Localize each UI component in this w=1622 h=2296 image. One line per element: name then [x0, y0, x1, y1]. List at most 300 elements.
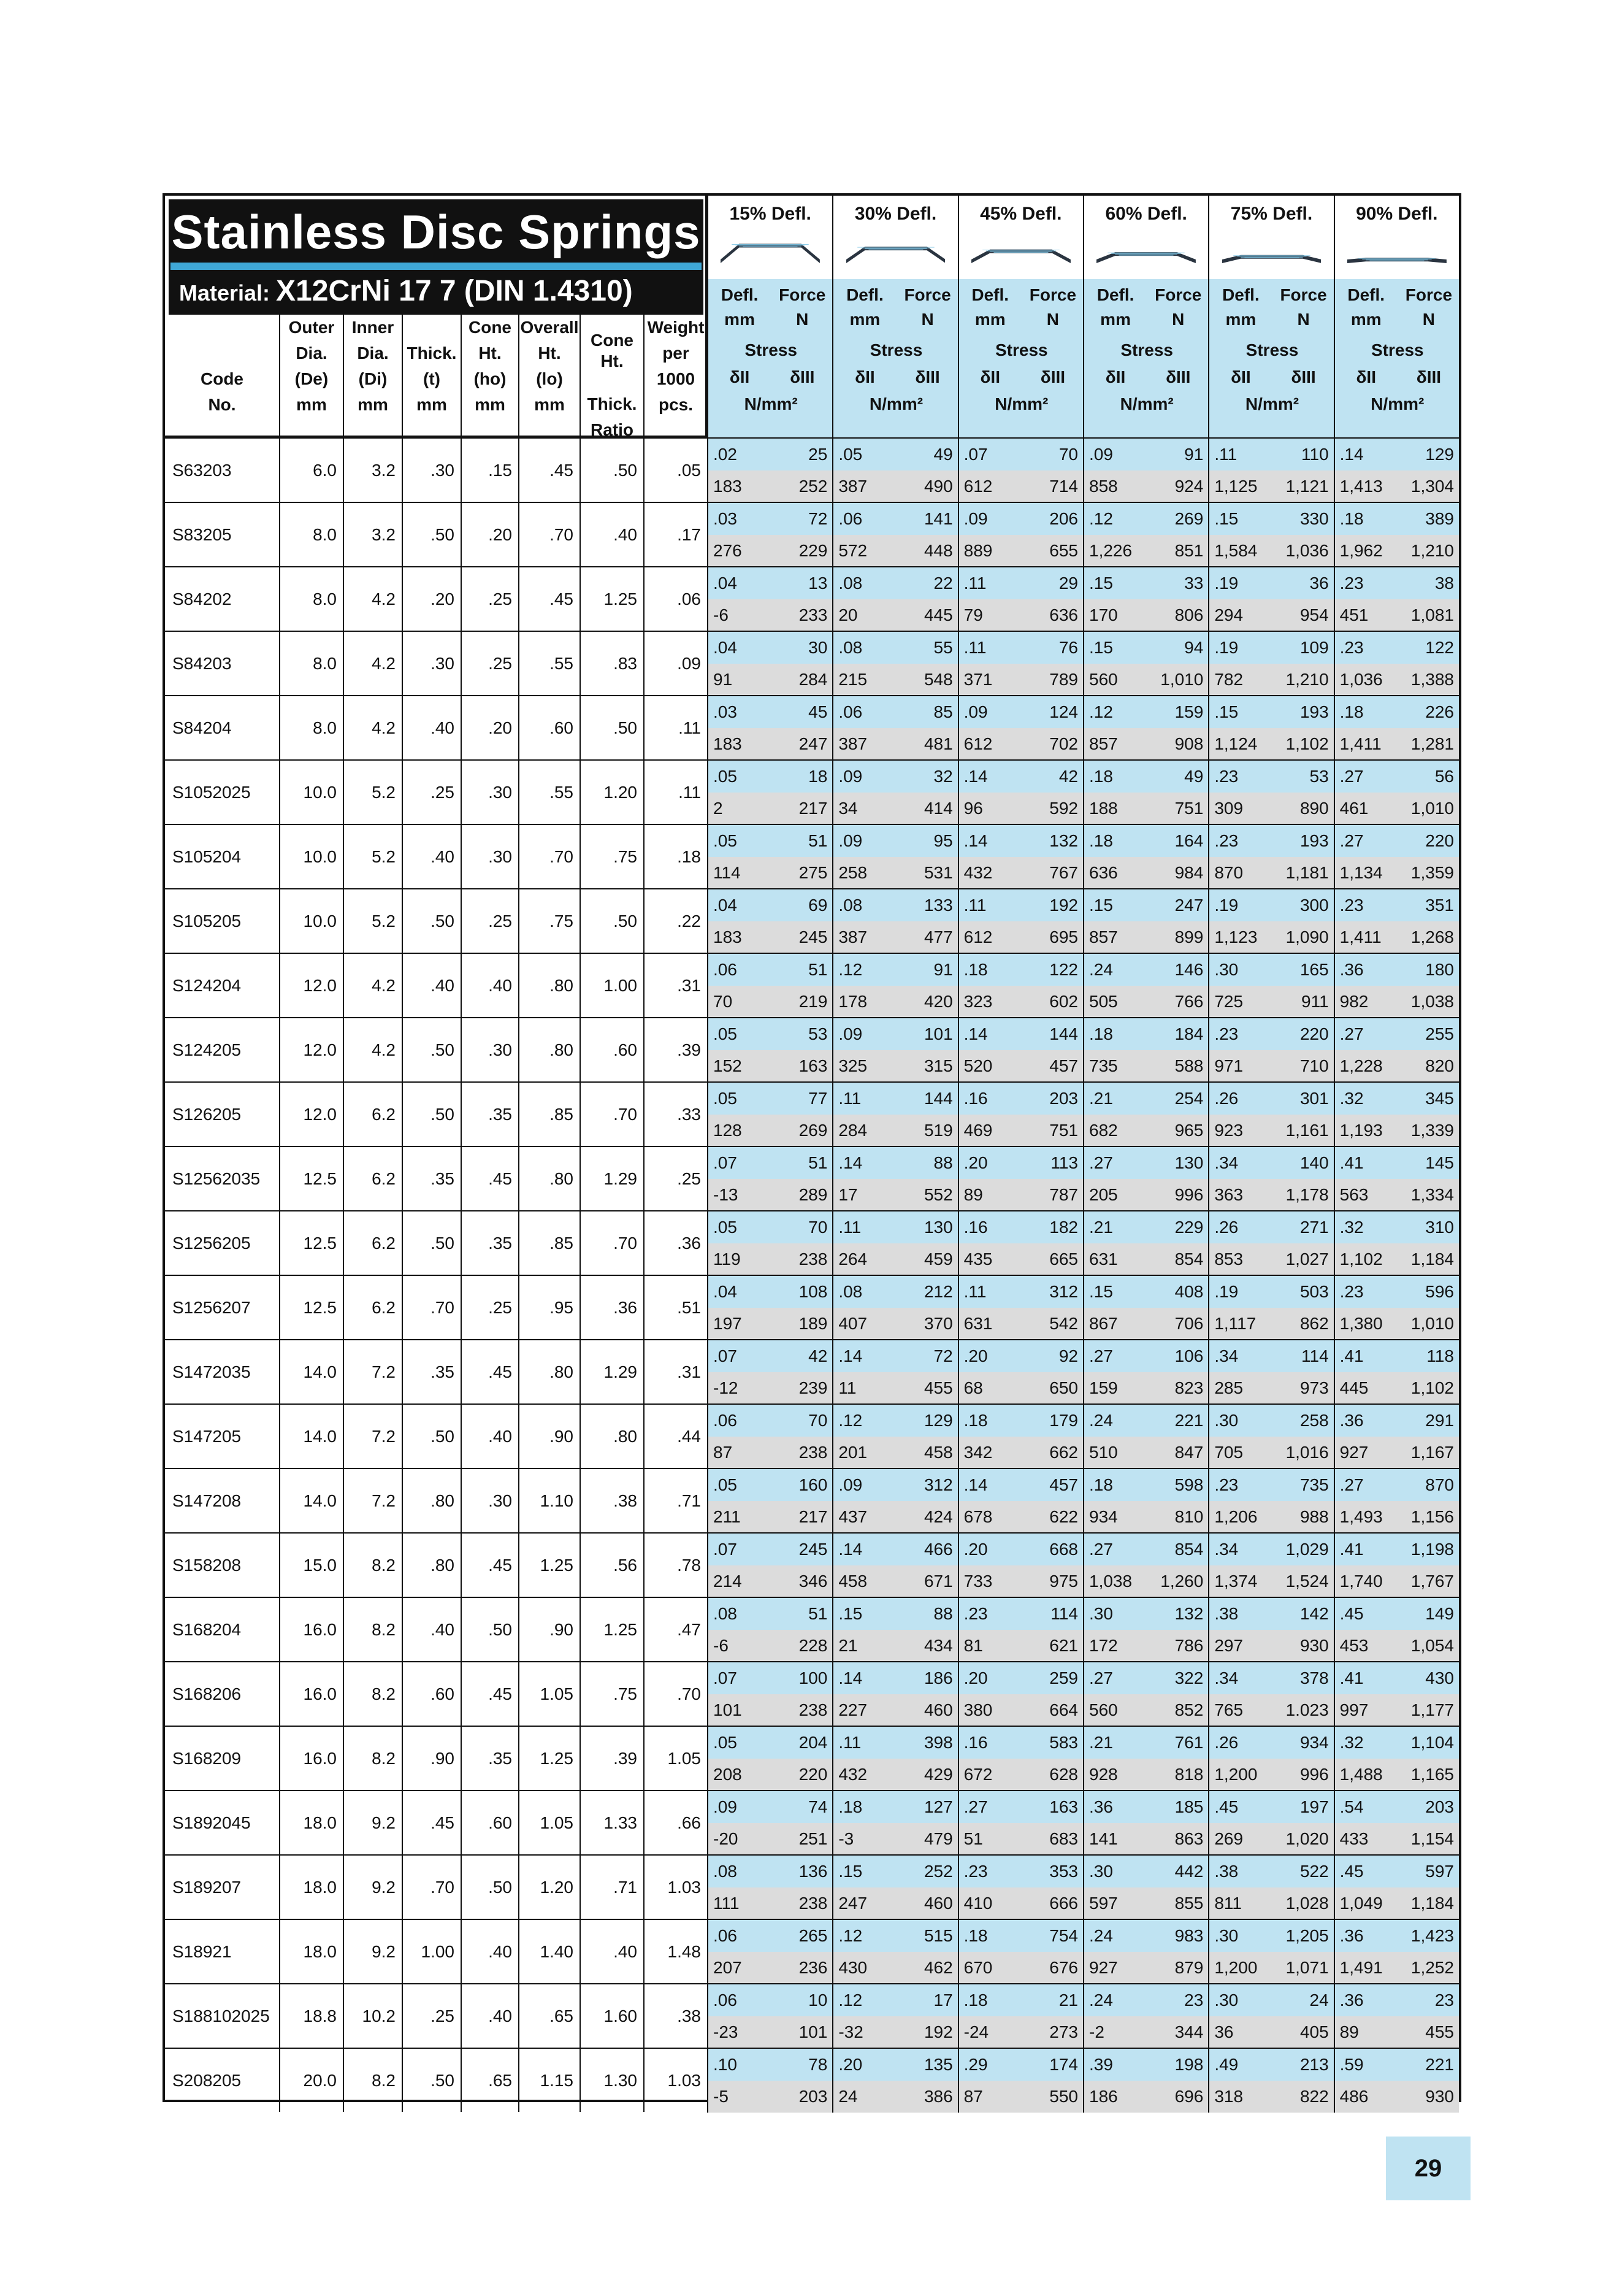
- force-value: 45: [808, 702, 828, 721]
- cell-inner: 4.2: [343, 954, 402, 1017]
- defl-value: .03: [713, 509, 737, 528]
- force-value: 220: [1299, 1024, 1329, 1043]
- stress-iii-value: 1,181: [1285, 863, 1329, 882]
- cell-code: S105204: [172, 847, 242, 866]
- defl-value: .05: [713, 1024, 737, 1043]
- stress-ii-value: 87: [713, 1443, 733, 1462]
- stress-iii-value: 1,071: [1285, 1958, 1329, 1977]
- defl-value: .06: [838, 702, 863, 721]
- cell-thick: .80: [402, 1534, 461, 1597]
- stress-ii-value: 318: [1214, 2087, 1244, 2106]
- deflection-cell: [1083, 1437, 1208, 1469]
- cell-weight: .47: [643, 1598, 707, 1661]
- deflection-cell: [707, 1565, 832, 1597]
- stress-iii-value: 1,167: [1410, 1443, 1454, 1462]
- defl-value: .30: [1214, 1991, 1239, 2010]
- cell-thick: .30: [402, 632, 461, 695]
- cell-thick: .40: [402, 1598, 461, 1661]
- force-value: 114: [1050, 1604, 1078, 1623]
- defl-value: .08: [838, 896, 863, 915]
- stress-ii-value: 870: [1214, 863, 1244, 882]
- stress-iii-value: 460: [924, 1700, 953, 1719]
- stress-ii-value: 505: [1089, 992, 1118, 1011]
- deflection-cell: [958, 1887, 1083, 1919]
- deflection-cell: [1334, 567, 1459, 599]
- stress-ii-value: 201: [838, 1443, 868, 1462]
- stress-iii-value: 458: [924, 1443, 953, 1462]
- deflection-group-6: [1334, 196, 1459, 437]
- stress-ii-value: 971: [1214, 1056, 1244, 1075]
- cell-weight: .17: [643, 503, 707, 566]
- stress-iii-value: 1,334: [1410, 1185, 1454, 1204]
- defl-value: .06: [838, 509, 863, 528]
- deflection-cell: [1334, 954, 1459, 986]
- stress-ii-value: 1,200: [1214, 1765, 1258, 1784]
- deflection-row: [707, 631, 1459, 695]
- defl-value: .04: [713, 638, 737, 657]
- cell-overall: .85: [518, 1211, 580, 1275]
- stress-ii-value: 510: [1089, 1443, 1118, 1462]
- defl-value: .09: [963, 509, 988, 528]
- defl-unit: mm: [849, 310, 881, 329]
- defl-value: .14: [963, 1024, 988, 1043]
- deflection-cell: [958, 1050, 1083, 1082]
- defl-value: .23: [1214, 831, 1239, 850]
- stress-iii-value: 457: [1049, 1056, 1078, 1075]
- table-row: [165, 566, 707, 631]
- deflection-cell: [707, 1598, 832, 1630]
- cell-thick: .50: [402, 1018, 461, 1081]
- stress-ii-value: 435: [963, 1250, 993, 1269]
- deflection-cell: [707, 1984, 832, 2016]
- defl-value: .39: [1089, 2055, 1113, 2074]
- force-value: 130: [924, 1218, 953, 1237]
- force-value: 51: [808, 831, 828, 850]
- cell-thick: .40: [402, 825, 461, 888]
- defl-value: .41: [1339, 1346, 1364, 1365]
- deflection-cell: [707, 1694, 832, 1726]
- stress-iii-value: 163: [798, 1056, 828, 1075]
- deflection-cell: [958, 1598, 1083, 1630]
- stress-iii-value: 984: [1174, 863, 1204, 882]
- deflection-cell: [1208, 825, 1333, 857]
- material-label: Material:: [179, 280, 270, 305]
- stress-ii-value: -12: [713, 1378, 738, 1397]
- stress-iii-value: 786: [1174, 1636, 1204, 1655]
- force-value: 1,423: [1410, 1926, 1454, 1945]
- deflection-cell: [1083, 1147, 1208, 1179]
- cell-overall: .90: [518, 1598, 580, 1661]
- cell-thick: .25: [402, 1984, 461, 2048]
- stress-ii-value: 682: [1089, 1121, 1118, 1140]
- deflection-row: [707, 1983, 1459, 2048]
- stress-iii-value: 1,010: [1410, 1314, 1454, 1333]
- stress-ii-value: 765: [1214, 1700, 1244, 1719]
- stress-iii-value: 592: [1049, 799, 1078, 818]
- cell-ratio: .50: [580, 696, 643, 759]
- force-value: 430: [1425, 1668, 1454, 1687]
- header-overall: [518, 315, 580, 436]
- stress-line: [707, 2081, 1459, 2113]
- deflection-cell: [1334, 1405, 1459, 1437]
- cell-cone: .60: [461, 1791, 518, 1854]
- stress-iii-value: 192: [924, 2022, 953, 2041]
- cell-cone: .30: [461, 825, 518, 888]
- deflection-row: [707, 566, 1459, 631]
- deflection-cell: [1083, 1050, 1208, 1082]
- stress-iii-value: 269: [798, 1121, 828, 1140]
- deflection-cell: [1208, 921, 1333, 953]
- deflection-cell: [707, 535, 832, 567]
- deflection-cell: [707, 1501, 832, 1533]
- stress-iii-value: 1,090: [1285, 927, 1329, 946]
- force-value: 56: [1434, 767, 1454, 786]
- force-unit: N: [796, 310, 809, 329]
- cell-code: S84202: [172, 589, 232, 609]
- force-value: 17: [933, 1991, 953, 2010]
- deflection-cell: [958, 1920, 1083, 1952]
- cell-outer: 16.0: [279, 1727, 343, 1790]
- deflection-cell: [1208, 1565, 1333, 1597]
- cell-outer: 12.0: [279, 1083, 343, 1146]
- deflection-cell: [1083, 1018, 1208, 1050]
- deflection-cell: [1334, 921, 1459, 953]
- table-row: [165, 1339, 707, 1403]
- defl-value: .12: [1089, 509, 1113, 528]
- defl-value: .09: [1089, 445, 1113, 464]
- table-row: [165, 1726, 707, 1790]
- stress-iii-value: 1,020: [1285, 1829, 1329, 1848]
- stress-iii-value: 823: [1174, 1378, 1204, 1397]
- stress-iii-value: 217: [798, 1507, 828, 1526]
- force-value: 193: [1299, 702, 1329, 721]
- deflection-cell: [1083, 2081, 1208, 2113]
- deflection-cell: [1083, 2049, 1208, 2081]
- stress-ii-value: 857: [1089, 734, 1118, 753]
- deflection-cell: [832, 1791, 957, 1823]
- stress-ii-value: 612: [963, 477, 993, 496]
- deflection-cell: [958, 728, 1083, 760]
- defl-value: .08: [713, 1604, 737, 1623]
- deflection-cell: [958, 1952, 1083, 1984]
- force-value: 221: [1174, 1411, 1204, 1430]
- cell-overall: 1.25: [518, 1727, 580, 1790]
- defl-force-line: [707, 439, 1459, 470]
- force-value: 114: [1301, 1346, 1329, 1365]
- table-row: [165, 759, 707, 824]
- deflection-cell: [1083, 1823, 1208, 1855]
- deflection-cell: [958, 1759, 1083, 1791]
- cell-outer: 14.0: [279, 1469, 343, 1532]
- cell-inner: 7.2: [343, 1405, 402, 1468]
- deflection-cell: [1083, 535, 1208, 567]
- cell-thick: .90: [402, 1727, 461, 1790]
- stress-ii-value: 1,125: [1214, 477, 1258, 496]
- cell-overall: .55: [518, 632, 580, 695]
- stress-ii-value: 1,206: [1214, 1507, 1258, 1526]
- defl-force-line: [707, 1147, 1459, 1179]
- defl-value: .14: [838, 1346, 863, 1365]
- deflection-cell: [1083, 921, 1208, 953]
- force-value: 466: [924, 1540, 953, 1559]
- stress-ii-value: -23: [713, 2022, 738, 2041]
- cell-ratio: .50: [580, 889, 643, 953]
- defl-value: .16: [963, 1218, 988, 1237]
- force-value: 1,104: [1410, 1733, 1454, 1752]
- deflection-cell: [958, 535, 1083, 567]
- cell-weight: .36: [643, 1211, 707, 1275]
- deflection-cell: [832, 439, 957, 470]
- table-row: [165, 1983, 707, 2048]
- deflection-cell: [832, 2081, 957, 2113]
- deflection-cell: [1208, 2081, 1333, 2113]
- force-value: 184: [1174, 1024, 1204, 1043]
- deflection-group-2: [832, 196, 957, 437]
- stress-line: [707, 793, 1459, 824]
- deflection-cell: [832, 1115, 957, 1146]
- deflection-cell: [707, 1243, 832, 1275]
- force-value: 160: [798, 1475, 828, 1494]
- force-value: 159: [1174, 702, 1204, 721]
- defl-value: .14: [1339, 445, 1364, 464]
- stress-delta-ii: δII: [1231, 367, 1251, 386]
- stress-ii-value: 183: [713, 734, 742, 753]
- stress-line: [707, 1952, 1459, 1984]
- cell-overall: 1.05: [518, 1662, 580, 1726]
- deflection-cell: [707, 793, 832, 824]
- cell-inner: 4.2: [343, 632, 402, 695]
- cell-cone: .50: [461, 1598, 518, 1661]
- cell-thick: .50: [402, 503, 461, 566]
- force-value: 300: [1299, 896, 1329, 915]
- force-value: 258: [1299, 1411, 1329, 1430]
- cell-cone: .20: [461, 696, 518, 759]
- force-value: 91: [1184, 445, 1204, 464]
- defl-value: .30: [1089, 1604, 1113, 1623]
- defl-value: .10: [713, 2055, 737, 2074]
- cell-cone: .35: [461, 1727, 518, 1790]
- force-unit: N: [1297, 310, 1310, 329]
- stress-line: [707, 1694, 1459, 1726]
- defl-value: .23: [1214, 1024, 1239, 1043]
- deflection-cell: [1208, 503, 1333, 535]
- defl-value: .41: [1339, 1668, 1364, 1687]
- force-value: 144: [1049, 1024, 1078, 1043]
- force-value: 164: [1174, 831, 1204, 850]
- stress-iii-value: 628: [1049, 1765, 1078, 1784]
- deflection-title: 60% Defl.: [1084, 196, 1208, 232]
- stress-line: [707, 857, 1459, 889]
- stress-iii-value: 1,177: [1410, 1700, 1454, 1719]
- defl-value: .38: [1214, 1604, 1239, 1623]
- deflection-cell: [1334, 439, 1459, 470]
- cell-outer: 18.0: [279, 1791, 343, 1854]
- force-value: 229: [1174, 1218, 1204, 1237]
- stress-ii-value: 889: [963, 541, 993, 560]
- cell-cone: .45: [461, 1147, 518, 1210]
- deflection-cell: [1334, 1791, 1459, 1823]
- deflection-cell: [1083, 1276, 1208, 1308]
- cell-inner: 5.2: [343, 761, 402, 824]
- deflection-cell: [1208, 599, 1333, 631]
- deflection-cell: [1083, 889, 1208, 921]
- stress-iii-value: 1,161: [1285, 1121, 1329, 1140]
- force-value: 72: [933, 1346, 953, 1365]
- force-value: 95: [933, 831, 953, 850]
- force-value: 457: [1049, 1475, 1078, 1494]
- defl-value: .15: [838, 1862, 863, 1881]
- force-value: 206: [1049, 509, 1078, 528]
- force-value: 69: [808, 896, 828, 915]
- force-value: 1,198: [1410, 1540, 1454, 1559]
- cell-outer: 14.0: [279, 1340, 343, 1403]
- stress-ii-value: 247: [838, 1894, 868, 1913]
- stress-ii-value: 1,038: [1089, 1572, 1133, 1591]
- force-value: 254: [1174, 1089, 1204, 1108]
- deflection-row: [707, 1597, 1459, 1661]
- deflection-row: [707, 1146, 1459, 1210]
- cell-outer: 12.5: [279, 1211, 343, 1275]
- cell-inner: 8.2: [343, 1662, 402, 1726]
- deflection-cell: [707, 1791, 832, 1823]
- cell-overall: 1.15: [518, 2049, 580, 2112]
- defl-value: .14: [838, 1540, 863, 1559]
- deflection-cell: [832, 728, 957, 760]
- deflection-cell: [832, 1759, 957, 1791]
- defl-force-line: [707, 1662, 1459, 1694]
- defl-value: .24: [1089, 1926, 1113, 1945]
- defl-value: .29: [963, 2055, 988, 2074]
- defl-value: .23: [963, 1862, 988, 1881]
- force-value: 33: [1184, 574, 1204, 593]
- defl-value: .14: [838, 1668, 863, 1687]
- deflection-cell: [1083, 1534, 1208, 1565]
- defl-value: .05: [713, 831, 737, 850]
- deflection-cell: [1083, 954, 1208, 986]
- cell-weight: .05: [643, 439, 707, 502]
- stress-delta-ii: δII: [729, 367, 750, 386]
- stress-ii-value: 1,413: [1339, 477, 1383, 496]
- cell-outer: 16.0: [279, 1598, 343, 1661]
- deflection-cell: [1334, 1501, 1459, 1533]
- deflection-cell: [1083, 825, 1208, 857]
- deflection-cell: [832, 1727, 957, 1759]
- stress-iii-value: 1,304: [1410, 477, 1454, 496]
- deflection-cell: [707, 1823, 832, 1855]
- header-cone: [461, 315, 518, 436]
- table-row: [165, 1790, 707, 1854]
- deflection-cell: [707, 664, 832, 696]
- stress-ii-value: 101: [713, 1700, 742, 1719]
- deflection-cell: [707, 1759, 832, 1791]
- force-value: 135: [924, 2055, 953, 2074]
- defl-value: .05: [713, 1733, 737, 1752]
- stress-ii-value: 636: [1089, 863, 1118, 882]
- stress-line: [707, 921, 1459, 953]
- stress-iii-value: 548: [924, 670, 953, 689]
- cell-code: S124204: [172, 976, 242, 995]
- stress-ii-value: 407: [838, 1314, 868, 1333]
- deflection-cell: [958, 1727, 1083, 1759]
- deflection-cell: [832, 1340, 957, 1372]
- deflection-cell: [1083, 1372, 1208, 1404]
- force-value: 398: [924, 1733, 953, 1752]
- cell-ratio: .71: [580, 1856, 643, 1919]
- stress-delta-ii: δII: [1105, 367, 1126, 386]
- deflection-cell: [707, 1856, 832, 1887]
- defl-value: .06: [713, 1926, 737, 1945]
- deflection-cell: [1334, 1598, 1459, 1630]
- deflection-cell: [1208, 761, 1333, 793]
- stress-ii-value: 670: [963, 1958, 993, 1977]
- stress-ii-value: 1,193: [1339, 1121, 1383, 1140]
- deflection-cell: [832, 1372, 957, 1404]
- stress-ii-value: 927: [1089, 1958, 1118, 1977]
- deflection-cell: [1334, 1083, 1459, 1115]
- deflection-cell: [1083, 567, 1208, 599]
- defl-force-line: [707, 1340, 1459, 1372]
- cell-ratio: .70: [580, 1083, 643, 1146]
- stress-iii-value: 662: [1049, 1443, 1078, 1462]
- stress-ii-value: 128: [713, 1121, 742, 1140]
- stress-ii-value: 1,584: [1214, 541, 1258, 560]
- cell-inner: 9.2: [343, 1856, 402, 1919]
- stress-iii-value: 751: [1174, 799, 1204, 818]
- stress-ii-value: 363: [1214, 1185, 1244, 1204]
- cell-overall: .80: [518, 1147, 580, 1210]
- force-value: 583: [1049, 1733, 1078, 1752]
- stress-iii-value: 229: [798, 541, 828, 560]
- deflection-cell: [707, 439, 832, 470]
- deflection-cell: [1083, 470, 1208, 502]
- header-cone-line: mm: [475, 395, 505, 414]
- stress-ii-value: 733: [963, 1572, 993, 1591]
- stress-ii-value: 294: [1214, 605, 1244, 624]
- deflection-cell: [1208, 2049, 1333, 2081]
- stress-iii-value: 217: [798, 799, 828, 818]
- deflection-cell: [1208, 1791, 1333, 1823]
- force-value: 118: [1426, 1346, 1454, 1365]
- force-value: 193: [1299, 831, 1329, 850]
- stress-iii-value: 460: [924, 1894, 953, 1913]
- stress-ii-value: 172: [1089, 1636, 1118, 1655]
- stress-iii-value: 370: [924, 1314, 953, 1333]
- cell-overall: 1.25: [518, 1534, 580, 1597]
- deflection-cell: [707, 921, 832, 953]
- deflection-cell: [832, 1308, 957, 1340]
- force-value: 129: [924, 1411, 953, 1430]
- defl-force-line: [707, 825, 1459, 857]
- deflection-group-5: [1208, 196, 1333, 437]
- cell-code: S84204: [172, 718, 232, 737]
- stress-iii-value: 414: [924, 799, 953, 818]
- stress-ii-value: 857: [1089, 927, 1118, 946]
- material-value: X12CrNi 17 7 (DIN 1.4310): [276, 275, 633, 307]
- cell-thick: .40: [402, 696, 461, 759]
- stress-iii-value: 459: [924, 1250, 953, 1269]
- stress-ii-value: 437: [838, 1507, 868, 1526]
- stress-delta-iii: δIII: [1291, 367, 1316, 386]
- deflection-cell: [832, 1501, 957, 1533]
- stress-iii-value: 238: [798, 1700, 828, 1719]
- table-row: [165, 1854, 707, 1919]
- force-value: 70: [808, 1411, 828, 1430]
- deflection-row: [707, 1790, 1459, 1854]
- stress-ii-value: 1,124: [1214, 734, 1258, 753]
- cell-outer: 20.0: [279, 2049, 343, 2112]
- deflection-cell: [1083, 1340, 1208, 1372]
- cell-overall: .85: [518, 1083, 580, 1146]
